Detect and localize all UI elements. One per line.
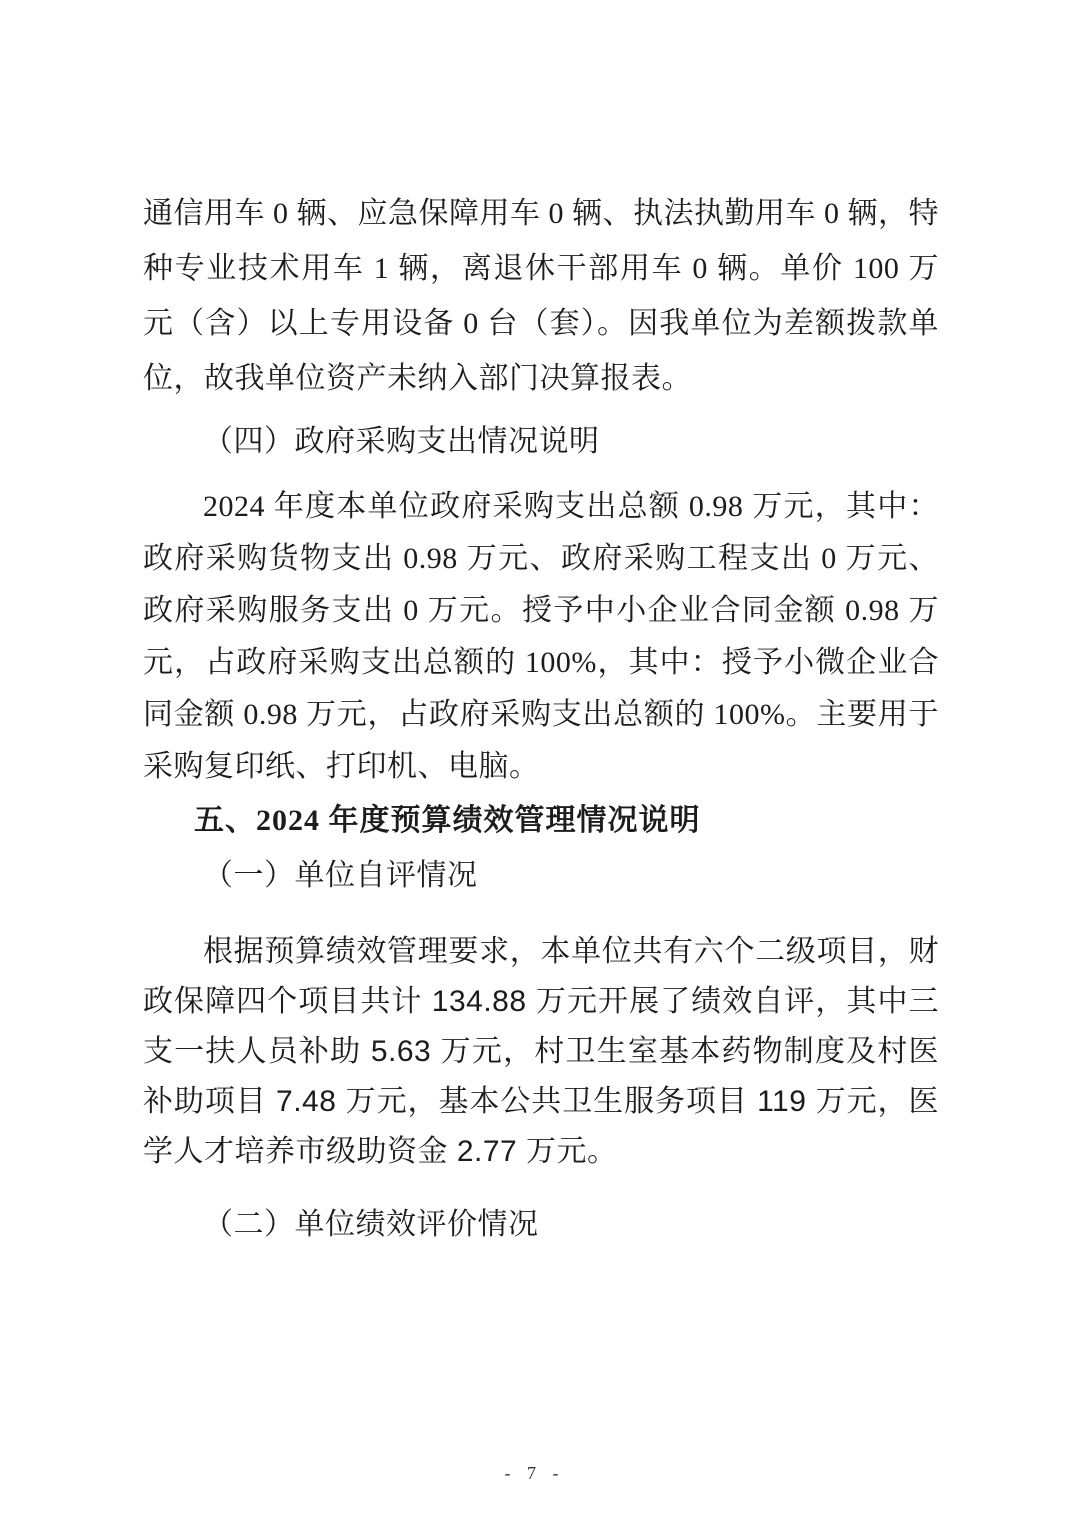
paragraph-procurement-details: 2024 年度本单位政府采购支出总额 0.98 万元，其中：政府采购货物支出 0.98 万元、政府采购工程支出 0 万元、政府采购服务支出 0 万元。授予中小企业合同金额 0.98 万元，占政府采购支出总额的 100%，其中：授予小微企业合同金额 0.98 万元，占政府采购支出总额的 100%。主要用于采购复印纸、打印机、电脑。: [143, 490, 939, 783]
heading-government-procurement: （四）政府采购支出情况说明: [203, 425, 600, 458]
paragraph-self-evaluation-details: 根据预算绩效管理要求，本单位共有六个二级项目，财政保障四个项目共计 134.88 万元开展了绩效自评，其中三支一扶人员补助 5.63 万元，村卫生室基本药物制度及村医补助项目 7.48 万元，基本公共卫生服务项目 119 万元，医学人才培养市级助资金 2.77 万元。: [143, 935, 939, 1168]
section-heading-performance-management: 五、2024 年度预算绩效管理情况说明: [194, 804, 701, 837]
heading-unit-performance-evaluation: （二）单位绩效评价情况: [203, 1208, 539, 1241]
paragraph-vehicles-assets: 通信用车 0 辆、应急保障用车 0 辆、执法执勤用车 0 辆，特种专业技术用车 1 辆，离退休干部用车 0 辆。单价 100 万元（含）以上专用设备 0 台（套）。因我单位为差额拨款单位，故我单位资产未纳入部门决算报表。: [143, 197, 939, 395]
heading-self-evaluation: （一）单位自评情况: [203, 859, 478, 892]
page-number: - 7 -: [504, 1463, 565, 1483]
page-footer: [0, 1463, 1069, 1484]
